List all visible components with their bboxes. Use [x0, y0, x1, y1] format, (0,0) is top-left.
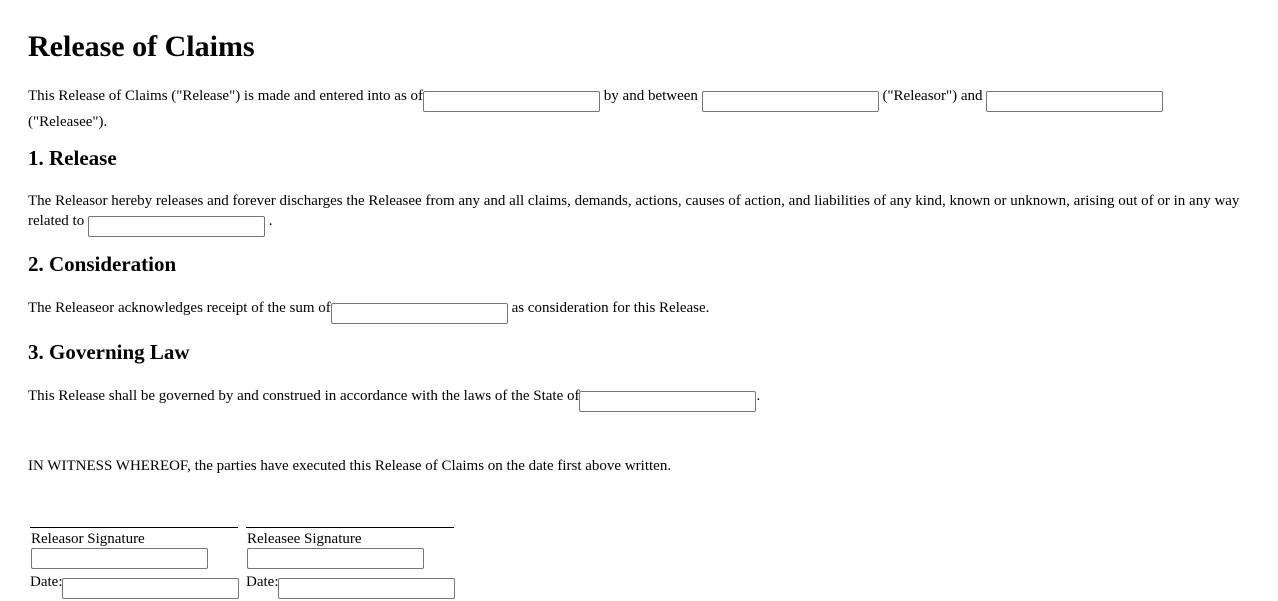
releasor-signature-label: Releasor Signature	[31, 531, 145, 547]
governing-law-paragraph	[28, 386, 1253, 412]
intro-text-between: by and between	[603, 88, 698, 104]
effective-date-input[interactable]	[423, 91, 600, 112]
section-heading-consideration: 2. Consideration	[28, 252, 177, 276]
releasee-signature-line	[246, 527, 454, 528]
releasee-date-label: Date:	[246, 574, 279, 590]
release-text-end: .	[268, 213, 273, 229]
section-heading-governing-law: 3. Governing Law	[28, 340, 190, 364]
releasee-signature-input[interactable]	[247, 548, 424, 569]
consideration-text-after: as consideration for this Release.	[511, 300, 710, 316]
witness-paragraph: IN WITNESS WHEREOF, the parties have executed this Release of Claims on the date first above written.	[28, 458, 672, 474]
consideration-sum-input[interactable]	[331, 303, 508, 324]
page-title: Release of Claims	[28, 30, 255, 63]
release-text: The Releasor hereby releases and forever discharges the Releasee from any and all claims, demands, actions, causes of action, and liabilities of any kind, known or unknown, arising out of or in any way related to	[28, 193, 1240, 229]
section-heading-release: 1. Release	[28, 146, 117, 170]
related-matter-input[interactable]	[88, 216, 265, 237]
intro-text-before-date: This Release of Claims ("Release") is made and entered into as of	[28, 88, 424, 104]
releasee-name-input[interactable]	[986, 91, 1163, 112]
releasor-date-row	[30, 572, 239, 599]
releasor-date-label: Date:	[30, 574, 63, 590]
releasor-signature-input[interactable]	[31, 548, 208, 569]
releasor-signature-line	[30, 527, 238, 528]
releasor-date-input[interactable]	[62, 578, 239, 599]
governing-law-text-before: This Release shall be governed by and construed in accordance with the laws of the State of	[28, 388, 580, 404]
governing-state-input[interactable]	[579, 391, 756, 412]
intro-paragraph	[28, 86, 1253, 132]
releasor-name-input[interactable]	[702, 91, 879, 112]
releasee-date-input[interactable]	[278, 578, 455, 599]
releasee-date-row	[246, 572, 455, 599]
intro-text-releasor: ("Releasor") and	[882, 88, 983, 104]
consideration-text-before: The Releaseor acknowledges receipt of the sum of	[28, 300, 331, 316]
releasee-signature-label: Releasee Signature	[247, 531, 362, 547]
release-paragraph	[28, 191, 1253, 237]
governing-law-text-end: .	[756, 388, 761, 404]
consideration-paragraph	[28, 298, 1253, 324]
intro-text-releasee: ("Releasee").	[28, 113, 108, 130]
